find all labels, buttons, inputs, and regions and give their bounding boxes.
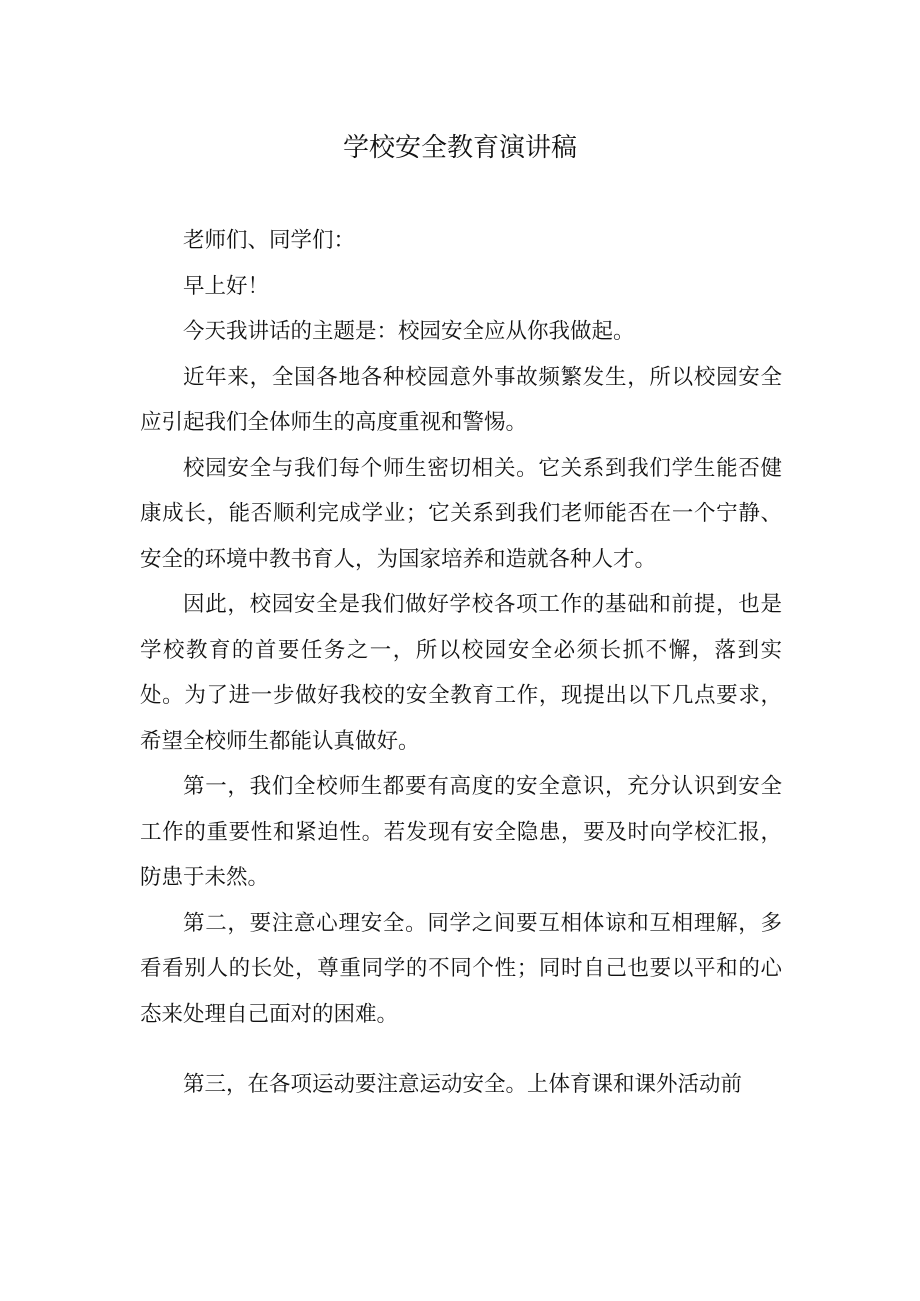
document-title: 学校安全教育演讲稿 [342,133,577,163]
paragraph-point-one: 第一，我们全校师生都要有高度的安全意识，充分认识到安全工作的重要性和紧迫性。若发现有安全隐患，要及时向学校汇报，防患于未然。 [140,774,782,890]
paragraph-topic: 今天我讲话的主题是：校园安全应从你我做起。 [183,319,635,344]
paragraph-requirements-intro: 因此，校园安全是我们做好学校各项工作的基础和前提，也是学校教育的首要任务之一，所以校园安全必须长抓不懈，落到实处。为了进一步做好我校的安全教育工作，现提出以下几点要求，希望全校师生都能认真做好。 [140,592,782,754]
document-body [140,218,782,1108]
salutation: 老师们、同学们： [183,228,356,253]
greeting: 早上好！ [183,273,270,299]
paragraph-point-two: 第二，要注意心理安全。同学之间要互相体谅和互相理解，多看看别人的长处，尊重同学的不同个性；同时自己也要以平和的心态来处理自己面对的困难。 [140,910,782,1027]
paragraph-point-three: 第三，在各项运动要注意运动安全。上体育课和课外活动前 [183,1072,743,1097]
paragraph-importance: 校园安全与我们每个师生密切相关。它关系到我们学生能否健康成长，能否顺利完成学业；它关系到我们老师能否在一个宁静、安全的环境中教书育人，为国家培养和造就各种人才。 [140,455,782,572]
paragraph-background: 近年来，全国各地各种校园意外事故频繁发生，所以校园安全应引起我们全体师生的高度重视和警惕。 [140,364,782,435]
